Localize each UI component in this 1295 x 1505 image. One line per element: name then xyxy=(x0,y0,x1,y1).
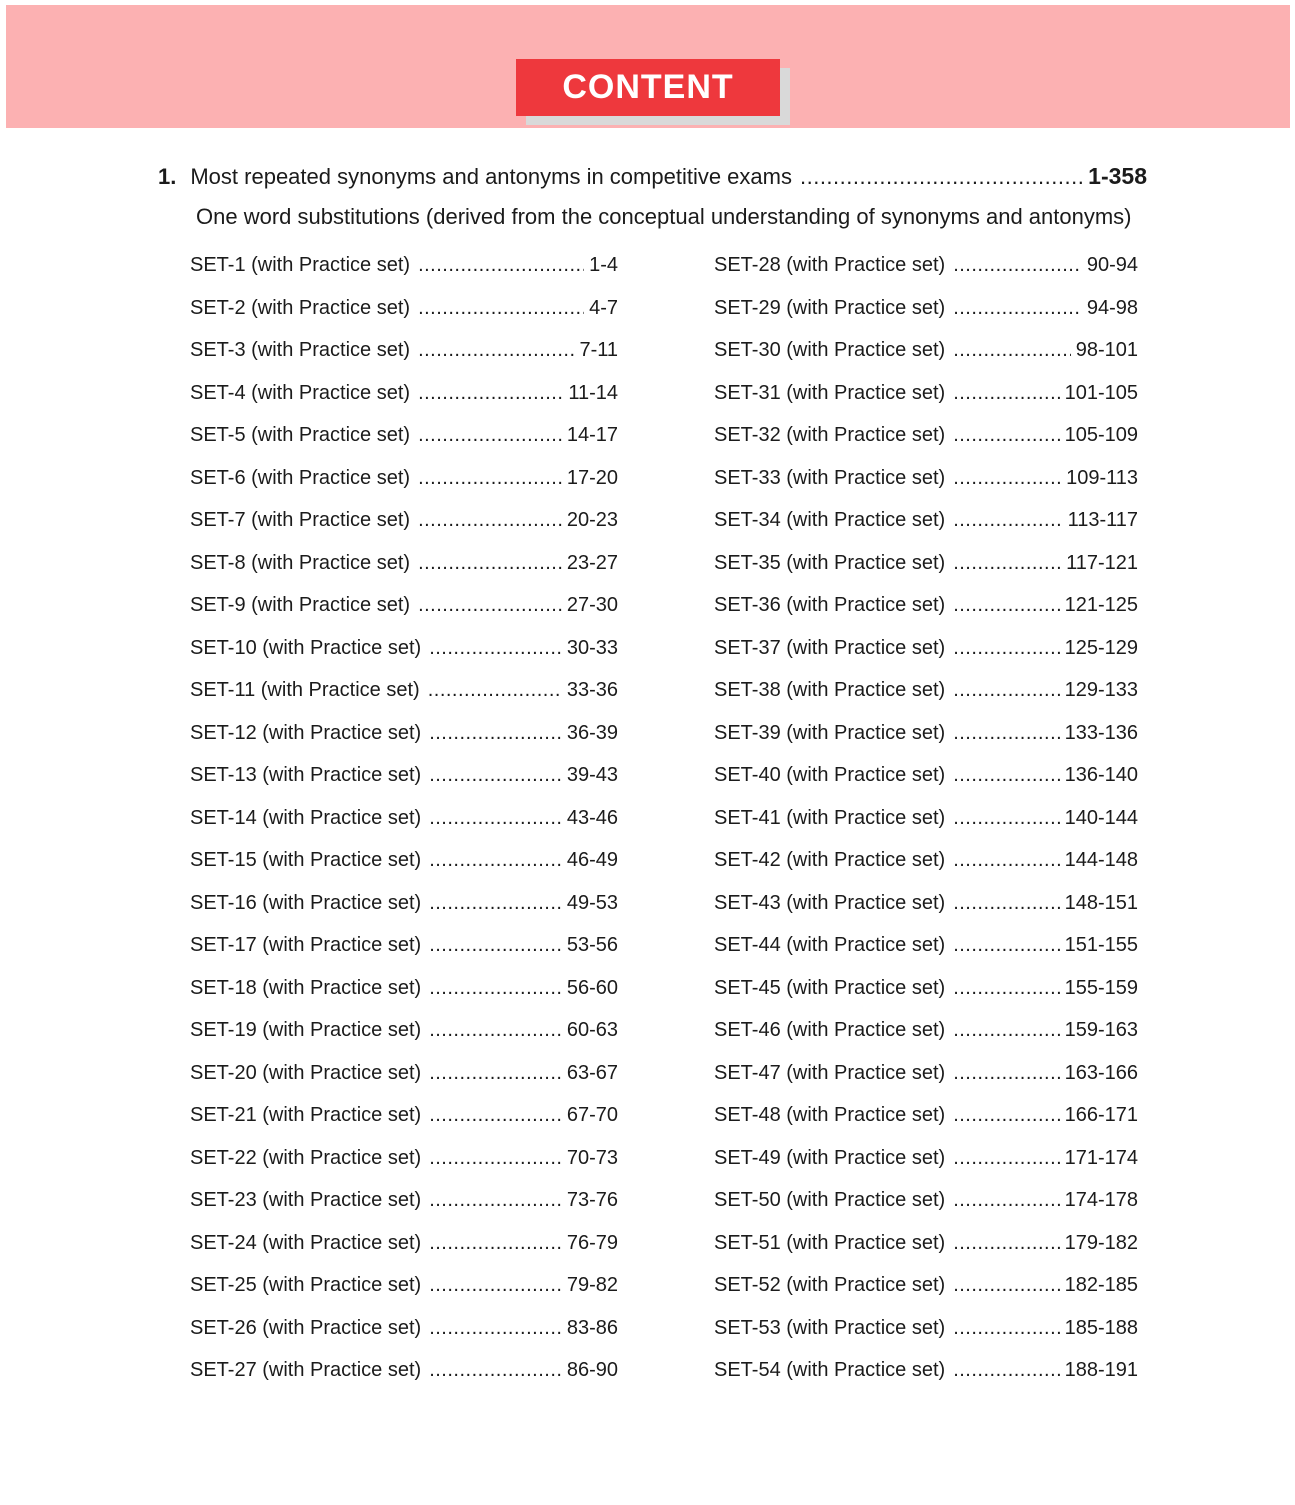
toc-entry-label: SET-31 (with Practice set) xyxy=(714,381,946,404)
dot-leader xyxy=(953,849,1059,871)
toc-entry-label: SET-53 (with Practice set) xyxy=(714,1316,946,1339)
dot-leader xyxy=(953,594,1059,616)
toc-entry-label: SET-5 (with Practice set) xyxy=(190,424,411,446)
toc-entry-label: SET-50 (with Practice set) xyxy=(714,1189,946,1211)
toc-entry-pages: 63-67 xyxy=(566,1061,618,1084)
toc-entry-pages: 94-98 xyxy=(1086,296,1138,319)
dot-leader xyxy=(953,297,1082,319)
toc-entry xyxy=(714,1317,1138,1339)
dot-leader xyxy=(953,807,1059,829)
dot-leader xyxy=(953,382,1059,404)
dot-leader xyxy=(429,807,562,829)
dot-leader xyxy=(953,1147,1059,1169)
toc-entry xyxy=(714,934,1138,956)
chapter-pages: 1-358 xyxy=(1088,163,1147,189)
toc-entry xyxy=(714,509,1138,531)
dot-leader xyxy=(953,977,1059,999)
dot-leader xyxy=(429,1104,562,1126)
toc-entry-pages: 151-155 xyxy=(1064,934,1138,956)
toc-entry xyxy=(190,1359,618,1381)
dot-leader xyxy=(429,1147,562,1169)
toc-entry-pages: 67-70 xyxy=(566,1104,618,1126)
toc-entry-label: SET-38 (with Practice set) xyxy=(714,679,946,701)
toc-entry-pages: 113-117 xyxy=(1067,509,1138,531)
toc-entry-pages: 171-174 xyxy=(1064,1146,1138,1169)
toc-entry xyxy=(190,1019,618,1041)
dot-leader xyxy=(429,1062,562,1084)
toc-entry-pages: 163-166 xyxy=(1064,1061,1138,1084)
toc-columns xyxy=(190,254,1295,1402)
toc-entry xyxy=(714,594,1138,616)
dot-leader xyxy=(429,764,562,786)
toc-entry-label: SET-41 (with Practice set) xyxy=(714,806,946,829)
toc-entry xyxy=(714,467,1138,489)
toc-entry xyxy=(190,1189,618,1211)
chapter-subtitle: One word substitutions (derived from the conceptual understanding of synonyms and antonyms) xyxy=(196,204,1132,229)
toc-entry-label: SET-44 (with Practice set) xyxy=(714,934,946,956)
toc-entry-label: SET-48 (with Practice set) xyxy=(714,1104,946,1126)
toc-entry-label: SET-45 (with Practice set) xyxy=(714,976,946,999)
dot-leader xyxy=(418,382,563,404)
chapter-number: 1. xyxy=(158,164,177,189)
toc-entry-pages: 109-113 xyxy=(1066,466,1138,489)
toc-entry-label: SET-27 (with Practice set) xyxy=(190,1359,422,1381)
toc-entry xyxy=(190,637,618,659)
dot-leader xyxy=(418,594,562,616)
toc-entry-label: SET-52 (with Practice set) xyxy=(714,1274,946,1296)
toc-entry-label: SET-3 (with Practice set) xyxy=(190,339,411,361)
toc-entry-label: SET-39 (with Practice set) xyxy=(714,721,946,744)
toc-entry-pages: 155-159 xyxy=(1064,976,1138,999)
toc-entry-pages: 83-86 xyxy=(566,1316,618,1339)
toc-entry xyxy=(714,722,1138,744)
toc-entry xyxy=(190,297,618,319)
toc-entry-pages: 56-60 xyxy=(566,976,618,999)
toc-entry-label: SET-1 (with Practice set) xyxy=(190,254,411,276)
toc-entry-pages: 7-11 xyxy=(579,339,618,361)
toc-entry-label: SET-28 (with Practice set) xyxy=(714,254,946,276)
toc-entry-label: SET-49 (with Practice set) xyxy=(714,1146,946,1169)
dot-leader xyxy=(418,509,562,531)
toc-entry-pages: 125-129 xyxy=(1064,636,1138,659)
dot-leader xyxy=(953,1274,1059,1296)
toc-entry xyxy=(190,934,618,956)
toc-entry-label: SET-26 (with Practice set) xyxy=(190,1316,422,1339)
toc-entry xyxy=(190,807,618,829)
dot-leader xyxy=(953,722,1059,744)
toc-entry xyxy=(714,1232,1138,1254)
toc-entry-label: SET-51 (with Practice set) xyxy=(714,1231,946,1254)
toc-entry xyxy=(714,552,1138,574)
dot-leader xyxy=(953,764,1059,786)
toc-entry-pages: 159-163 xyxy=(1064,1019,1138,1041)
dot-leader xyxy=(953,1104,1059,1126)
dot-leader xyxy=(429,1189,562,1211)
dot-leader xyxy=(418,297,584,319)
toc-entry xyxy=(714,1062,1138,1084)
toc-entry-pages: 105-109 xyxy=(1064,424,1138,446)
dot-leader xyxy=(953,1189,1059,1211)
toc-entry xyxy=(714,892,1138,914)
toc-entry-pages: 46-49 xyxy=(566,849,618,871)
toc-entry-label: SET-40 (with Practice set) xyxy=(714,764,946,786)
toc-entry-pages: 73-76 xyxy=(566,1189,618,1211)
dot-leader xyxy=(953,679,1059,701)
toc-entry xyxy=(714,977,1138,999)
toc-entry-pages: 86-90 xyxy=(566,1359,618,1381)
toc-entry-label: SET-11 (with Practice set) xyxy=(190,679,420,701)
toc-entry-label: SET-29 (with Practice set) xyxy=(714,296,946,319)
toc-entry-label: SET-19 (with Practice set) xyxy=(190,1019,422,1041)
toc-entry xyxy=(190,424,618,446)
toc-entry-label: SET-32 (with Practice set) xyxy=(714,424,946,446)
dot-leader xyxy=(953,1019,1059,1041)
toc-entry-label: SET-2 (with Practice set) xyxy=(190,296,411,319)
toc-entry-label: SET-16 (with Practice set) xyxy=(190,891,422,914)
toc-entry-label: SET-13 (with Practice set) xyxy=(190,764,422,786)
toc-entry-label: SET-10 (with Practice set) xyxy=(190,636,422,659)
toc-entry-label: SET-46 (with Practice set) xyxy=(714,1019,946,1041)
toc-entry xyxy=(714,679,1138,701)
toc-entry-label: SET-37 (with Practice set) xyxy=(714,636,946,659)
dot-leader xyxy=(953,509,1062,531)
toc-entry-label: SET-21 (with Practice set) xyxy=(190,1104,422,1126)
toc-entry-label: SET-14 (with Practice set) xyxy=(190,806,422,829)
toc-entry-label: SET-24 (with Practice set) xyxy=(190,1231,422,1254)
toc-entry-pages: 98-101 xyxy=(1075,339,1138,361)
toc-column-right xyxy=(714,254,1138,1402)
toc-entry xyxy=(714,1189,1138,1211)
dot-leader xyxy=(418,552,562,574)
dot-leader xyxy=(953,254,1082,276)
toc-entry-pages: 39-43 xyxy=(566,764,618,786)
toc-entry-pages: 90-94 xyxy=(1086,254,1138,276)
dot-leader xyxy=(418,339,574,361)
toc-entry-label: SET-8 (with Practice set) xyxy=(190,551,411,574)
toc-entry-pages: 133-136 xyxy=(1064,721,1138,744)
toc-entry xyxy=(714,1019,1138,1041)
dot-leader xyxy=(953,467,1061,489)
toc-entry-label: SET-18 (with Practice set) xyxy=(190,976,422,999)
toc-entry-pages: 129-133 xyxy=(1064,679,1138,701)
toc-entry xyxy=(190,382,618,404)
dot-leader xyxy=(953,637,1059,659)
toc-entry xyxy=(190,1274,618,1296)
toc-entry-label: SET-35 (with Practice set) xyxy=(714,551,946,574)
toc-entry xyxy=(190,1104,618,1126)
toc-entry-label: SET-47 (with Practice set) xyxy=(714,1061,946,1084)
chapter-title: Most repeated synonyms and antonyms in competitive exams xyxy=(190,164,792,189)
toc-entry-label: SET-42 (with Practice set) xyxy=(714,849,946,871)
toc-entry xyxy=(190,764,618,786)
toc-entry-label: SET-43 (with Practice set) xyxy=(714,891,946,914)
toc-entry-pages: 179-182 xyxy=(1064,1231,1138,1254)
dot-leader xyxy=(953,934,1059,956)
toc-entry-pages: 182-185 xyxy=(1064,1274,1138,1296)
dot-leader xyxy=(429,637,562,659)
dot-leader xyxy=(429,892,562,914)
toc-entry xyxy=(714,807,1138,829)
dot-leader xyxy=(418,467,562,489)
toc-entry xyxy=(714,254,1138,276)
toc-entry-pages: 17-20 xyxy=(566,466,618,489)
toc-entry-label: SET-9 (with Practice set) xyxy=(190,594,411,616)
toc-entry xyxy=(190,977,618,999)
toc-entry-pages: 27-30 xyxy=(566,594,618,616)
toc-entry-pages: 174-178 xyxy=(1064,1189,1138,1211)
dot-leader xyxy=(800,165,1083,189)
toc-entry-pages: 53-56 xyxy=(566,934,618,956)
toc-entry-pages: 144-148 xyxy=(1064,849,1138,871)
dot-leader xyxy=(429,1359,562,1381)
toc-entry xyxy=(190,509,618,531)
toc-column-left xyxy=(190,254,618,1402)
toc-entry-pages: 185-188 xyxy=(1064,1316,1138,1339)
toc-entry xyxy=(190,722,618,744)
toc-entry-pages: 76-79 xyxy=(566,1231,618,1254)
toc-entry xyxy=(190,552,618,574)
dot-leader xyxy=(429,1317,562,1339)
toc-entry xyxy=(190,892,618,914)
content-title-box xyxy=(516,59,780,116)
dot-leader xyxy=(418,254,584,276)
toc-entry xyxy=(190,254,618,276)
toc-entry-pages: 79-82 xyxy=(566,1274,618,1296)
dot-leader xyxy=(953,339,1071,361)
toc-entry-pages: 70-73 xyxy=(566,1146,618,1169)
toc-entry-label: SET-54 (with Practice set) xyxy=(714,1359,946,1381)
toc-entry xyxy=(714,339,1138,361)
toc-entry-pages: 43-46 xyxy=(566,806,618,829)
dot-leader xyxy=(429,977,562,999)
toc-entry xyxy=(190,467,618,489)
toc-entry xyxy=(714,382,1138,404)
dot-leader xyxy=(429,1019,562,1041)
toc-entry xyxy=(190,1147,618,1169)
toc-entry-label: SET-17 (with Practice set) xyxy=(190,934,422,956)
toc-entry-label: SET-36 (with Practice set) xyxy=(714,594,946,616)
toc-entry-pages: 148-151 xyxy=(1064,891,1138,914)
dot-leader xyxy=(428,679,562,701)
toc-entry xyxy=(714,637,1138,659)
chapter-heading xyxy=(158,164,1147,189)
toc-entry-pages: 30-33 xyxy=(566,636,618,659)
toc-entry-pages: 49-53 xyxy=(566,891,618,914)
dot-leader xyxy=(953,552,1061,574)
toc-entry-pages: 14-17 xyxy=(566,424,618,446)
header-banner xyxy=(6,5,1290,128)
toc-entry-label: SET-20 (with Practice set) xyxy=(190,1061,422,1084)
toc-entry-pages: 140-144 xyxy=(1064,806,1138,829)
toc-entry-label: SET-6 (with Practice set) xyxy=(190,466,411,489)
toc-entry xyxy=(190,1317,618,1339)
dot-leader xyxy=(953,1232,1059,1254)
toc-entry-pages: 33-36 xyxy=(566,679,618,701)
toc-entry-pages: 23-27 xyxy=(566,551,618,574)
dot-leader xyxy=(429,1232,562,1254)
dot-leader xyxy=(953,1359,1059,1381)
toc-entry xyxy=(714,1359,1138,1381)
toc-entry-pages: 60-63 xyxy=(566,1019,618,1041)
dot-leader xyxy=(429,722,562,744)
toc-entry xyxy=(190,339,618,361)
toc-entry xyxy=(714,1147,1138,1169)
dot-leader xyxy=(429,934,562,956)
toc-entry-label: SET-33 (with Practice set) xyxy=(714,466,946,489)
toc-entry xyxy=(714,1274,1138,1296)
toc-entry xyxy=(190,849,618,871)
toc-entry-pages: 11-14 xyxy=(568,381,618,404)
dot-leader xyxy=(429,1274,562,1296)
toc-entry-label: SET-15 (with Practice set) xyxy=(190,849,422,871)
dot-leader xyxy=(953,1062,1059,1084)
toc-entry-pages: 4-7 xyxy=(589,296,618,319)
toc-entry-label: SET-22 (with Practice set) xyxy=(190,1146,422,1169)
toc-entry-pages: 36-39 xyxy=(566,721,618,744)
toc-entry-pages: 1-4 xyxy=(589,254,618,276)
toc-entry-label: SET-25 (with Practice set) xyxy=(190,1274,422,1296)
toc-entry xyxy=(714,764,1138,786)
toc-entry-pages: 117-121 xyxy=(1066,551,1138,574)
page-title: CONTENT xyxy=(562,68,734,106)
toc-entry-label: SET-34 (with Practice set) xyxy=(714,509,946,531)
dot-leader xyxy=(953,424,1059,446)
toc-entry-pages: 101-105 xyxy=(1064,381,1138,404)
toc-entry-pages: 166-171 xyxy=(1064,1104,1138,1126)
dot-leader xyxy=(953,892,1059,914)
toc-entry-pages: 121-125 xyxy=(1064,594,1138,616)
toc-entry-label: SET-30 (with Practice set) xyxy=(714,339,946,361)
toc-entry xyxy=(190,679,618,701)
toc-entry xyxy=(190,594,618,616)
toc-entry-label: SET-23 (with Practice set) xyxy=(190,1189,422,1211)
dot-leader xyxy=(418,424,562,446)
toc-entry-pages: 20-23 xyxy=(566,509,618,531)
toc-entry xyxy=(190,1232,618,1254)
toc-entry-label: SET-4 (with Practice set) xyxy=(190,381,411,404)
toc-entry-pages: 136-140 xyxy=(1064,764,1138,786)
toc-entry xyxy=(714,849,1138,871)
toc-entry xyxy=(190,1062,618,1084)
toc-entry xyxy=(714,1104,1138,1126)
dot-leader xyxy=(429,849,562,871)
toc-entry xyxy=(714,297,1138,319)
toc-entry-label: SET-12 (with Practice set) xyxy=(190,721,422,744)
dot-leader xyxy=(953,1317,1059,1339)
toc-entry-label: SET-7 (with Practice set) xyxy=(190,509,411,531)
toc-entry-pages: 188-191 xyxy=(1064,1359,1138,1381)
toc-entry xyxy=(714,424,1138,446)
